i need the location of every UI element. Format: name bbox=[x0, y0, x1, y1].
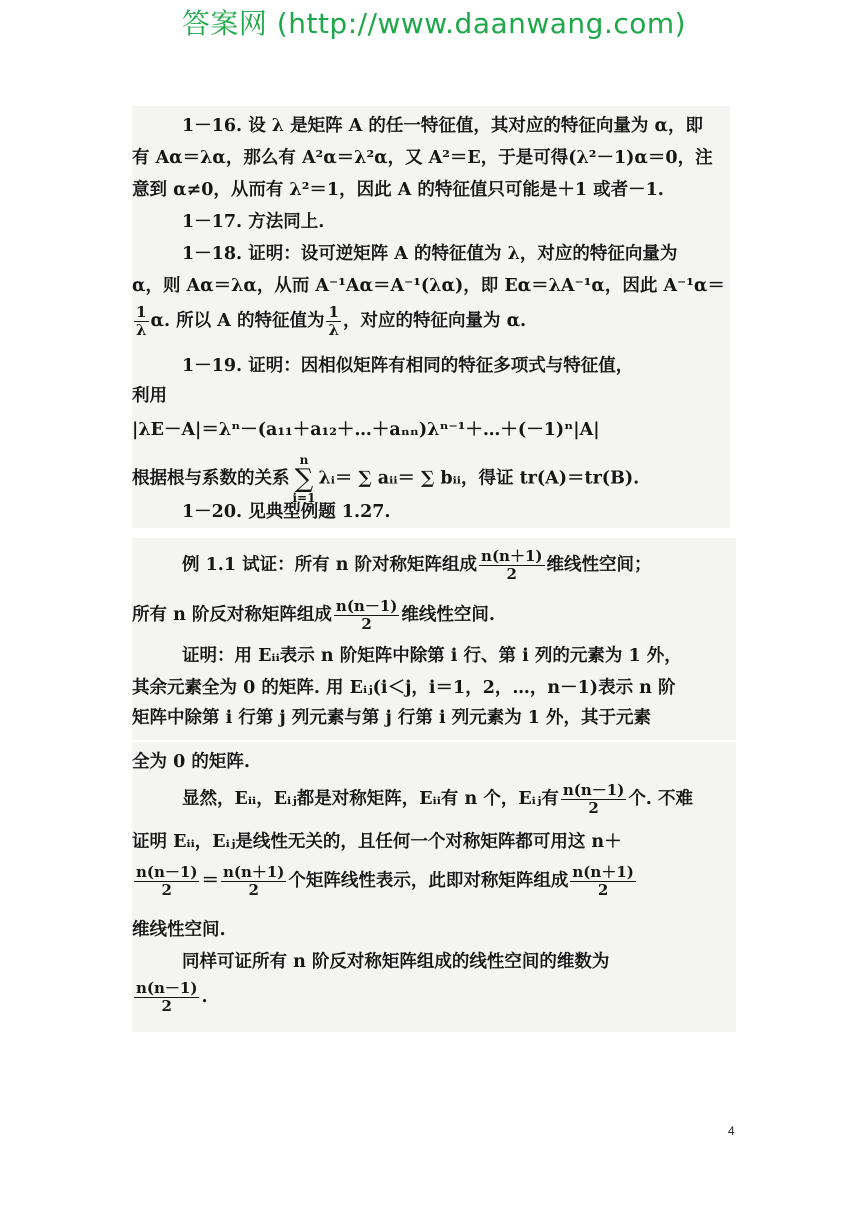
proof-block bbox=[132, 742, 736, 1032]
text-line: 证明 Eᵢᵢ，Eᵢⱼ是线性无关的，且任何一个对称矩阵都可用这 n＋ bbox=[132, 832, 622, 852]
text-line: 显然，Eᵢᵢ，Eᵢⱼ都是对称矩阵，Eᵢᵢ有 n 个，Eᵢⱼ有 $\frac{n(n-1)}{2}$ 个. 不难 bbox=[182, 781, 693, 817]
text-line: $\frac{1}{\lambda}$ α. 所以 A 的特征值为 $\frac{1}{\lambda}$ ，对应的特征向量为 α. bbox=[136, 303, 527, 339]
text-line: 所有 n 阶反对称矩阵组成 $\frac{n(n-1)}{2}$ 维线性空间. bbox=[132, 597, 495, 633]
summation: n ∑ i=1 bbox=[292, 453, 316, 505]
fraction: $\frac{n(n+1)}{2}$ bbox=[572, 863, 634, 899]
example-block bbox=[132, 538, 736, 740]
fraction: $\frac{n(n+1)}{2}$ bbox=[481, 547, 543, 583]
fraction: $\frac{n(n-1)}{2}$ bbox=[136, 979, 198, 1015]
text-line: 1－19. 证明：因相似矩阵有相同的特征多项式与特征值， bbox=[182, 356, 634, 376]
text-line: 证明：用 Eᵢᵢ表示 n 阶矩阵中除第 i 行、第 i 列的元素为 1 外， bbox=[182, 646, 682, 666]
text-line: 有 Aα＝λα，那么有 A²α＝λ²α，又 A²＝E，于是可得(λ²－1)α＝0，注 bbox=[132, 148, 713, 168]
text-line: $\frac{n(n-1)}{2}$ . bbox=[136, 979, 208, 1015]
text-line: 意到 α≠0，从而有 λ²＝1，因此 A 的特征值只可能是＋1 或者－1. bbox=[132, 180, 664, 200]
fraction: $\frac{n(n-1)}{2}$ bbox=[136, 863, 198, 899]
text-line: 根据根与系数的关系n ∑ i=1λᵢ＝ ∑ aᵢᵢ＝ ∑ bᵢᵢ，得证 tr(A)＝tr(B). bbox=[132, 453, 640, 505]
fraction: $\frac{n(n+1)}{2}$ bbox=[222, 863, 285, 899]
formula-line: |λE－A|＝λⁿ－(a₁₁＋a₁₂＋…＋aₙₙ)λⁿ⁻¹＋…＋(－1)ⁿ|A| bbox=[132, 420, 600, 440]
fraction: $\frac{n(n-1)}{2}$ bbox=[562, 781, 625, 817]
watermark: 答案网 (http://www.daanwang.com) bbox=[181, 7, 687, 40]
text-line: $\frac{n(n-1)}{2}$ ＝ $\frac{n(n+1)}{2}$ 个矩阵线性表示，此即对称矩阵组成 $\frac{n(n+1)}{2}$ bbox=[136, 863, 634, 899]
text-line: 利用 bbox=[132, 386, 167, 406]
text-line: 1－20. 见典型例题 1.27. bbox=[182, 502, 391, 522]
fraction: $\frac{n(n-1)}{2}$ bbox=[335, 597, 398, 633]
text-line: 全为 0 的矩阵. bbox=[132, 752, 250, 772]
text-line: 1－17. 方法同上. bbox=[182, 212, 325, 232]
text-line: 维线性空间. bbox=[132, 920, 226, 940]
text-line: 例 1.1 试证：所有 n 阶对称矩阵组成 $\frac{n(n+1)}{2}$ 维线性空间； bbox=[182, 547, 652, 583]
fraction: $\frac{1}{\lambda}$ bbox=[328, 303, 339, 339]
text-line: 矩阵中除第 i 行第 j 列元素与第 j 行第 i 列元素为 1 外，其于元素 bbox=[132, 708, 652, 728]
fraction: $\frac{1}{\lambda}$ bbox=[136, 303, 147, 339]
answer-block-1 bbox=[132, 106, 730, 528]
text-line: 同样可证所有 n 阶反对称矩阵组成的线性空间的维数为 bbox=[182, 952, 610, 972]
text-line: 1－16. 设 λ 是矩阵 A 的任一特征值，其对应的特征向量为 α，即 bbox=[182, 116, 703, 136]
text-line: 1－18. 证明：设可逆矩阵 A 的特征值为 λ，对应的特征向量为 bbox=[182, 244, 678, 264]
page-number: 4 bbox=[728, 1124, 735, 1138]
text-line: 其余元素全为 0 的矩阵. 用 Eᵢⱼ(i＜j，i＝1，2，…，n－1)表示 n 阶 bbox=[132, 678, 676, 698]
text-line: α，则 Aα＝λα，从而 A⁻¹Aα＝A⁻¹(λα)，即 Eα＝λA⁻¹α，因此 A⁻¹α＝ bbox=[132, 276, 725, 296]
